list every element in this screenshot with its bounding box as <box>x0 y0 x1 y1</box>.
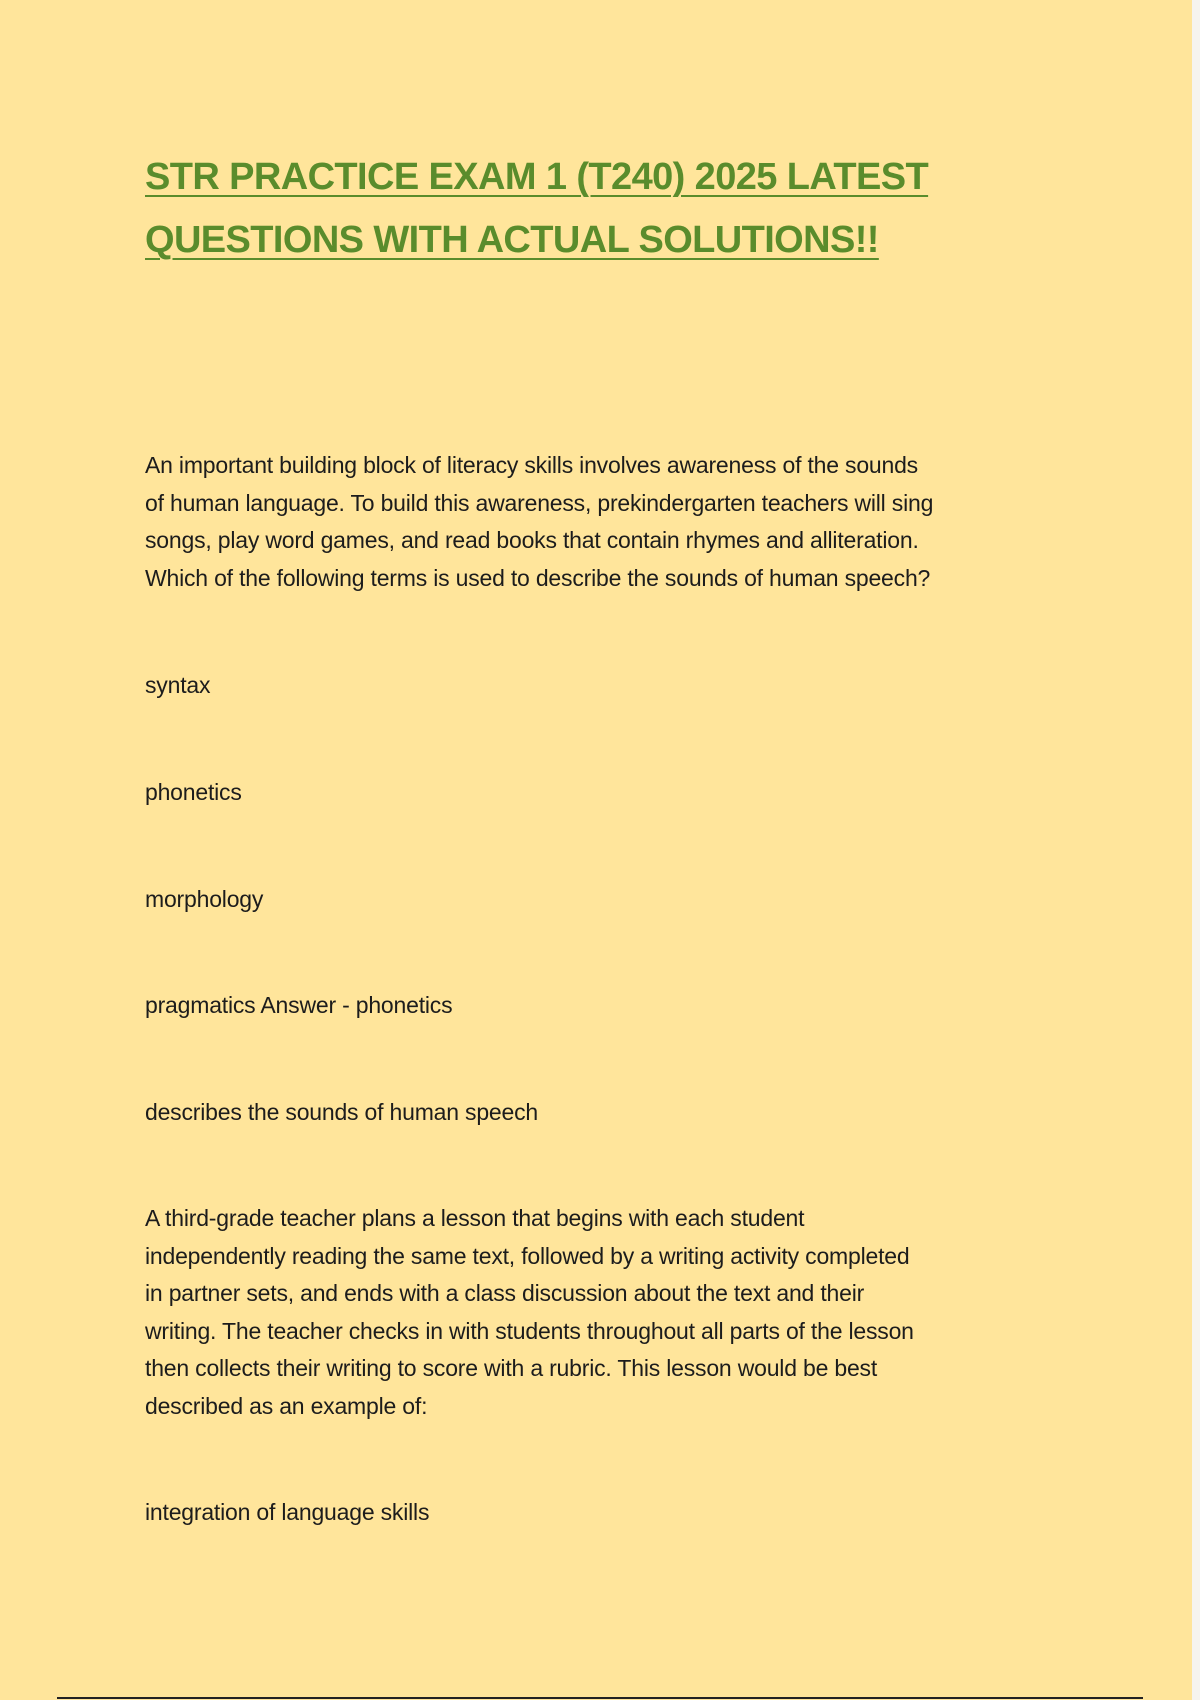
option-text: syntax <box>145 672 211 698</box>
question-2-line: independently reading the same text, followed by a writing activity completed <box>145 1242 910 1269</box>
question-2-line: in partner sets, and ends with a class discussion about the text and their <box>145 1280 865 1306</box>
question-1-explanation <box>145 1094 1065 1132</box>
question-1-option-syntax <box>145 667 1065 705</box>
question-1-line: Which of the following terms is used to describe the sounds of human speech? <box>145 564 931 591</box>
option-answer-text: pragmatics Answer - phonetics <box>145 992 453 1018</box>
question-1-option-pragmatics-answer <box>145 987 1065 1025</box>
option-text: morphology <box>145 886 264 912</box>
question-2-line: A third-grade teacher plans a lesson that begins with each student <box>145 1205 805 1231</box>
option-text: integration of language skills <box>145 1499 430 1525</box>
question-1-option-phonetics <box>145 774 1065 812</box>
question-1-option-morphology <box>145 881 1065 919</box>
question-2-option-integration <box>145 1494 1065 1532</box>
question-1-line: of human language. To build this awareness, prekindergarten teachers will sing <box>145 489 934 516</box>
question-2-text <box>145 1200 1065 1425</box>
option-text: phonetics <box>145 779 242 805</box>
title-line-2: QUESTIONS WITH ACTUAL SOLUTIONS!! <box>145 219 879 261</box>
page-edge <box>1192 0 1200 1700</box>
explanation-text: describes the sounds of human speech <box>145 1099 538 1125</box>
question-2-line: described as an example of: <box>145 1392 428 1419</box>
question-2-line: writing. The teacher checks in with students throughout all parts of the lesson <box>145 1317 914 1344</box>
document-title <box>145 146 1045 272</box>
question-1-text <box>145 447 1065 597</box>
question-1-line: An important building block of literacy skills involves awareness of the sounds <box>145 452 918 478</box>
question-1-line: songs, play word games, and read books that contain rhymes and alliteration. <box>145 527 919 553</box>
page-bottom-rule <box>57 1697 1143 1699</box>
title-line-1: STR PRACTICE EXAM 1 (T240) 2025 LATEST <box>145 156 929 198</box>
question-2-line: then collects their writing to score with a rubric. This lesson would be best <box>145 1355 878 1381</box>
